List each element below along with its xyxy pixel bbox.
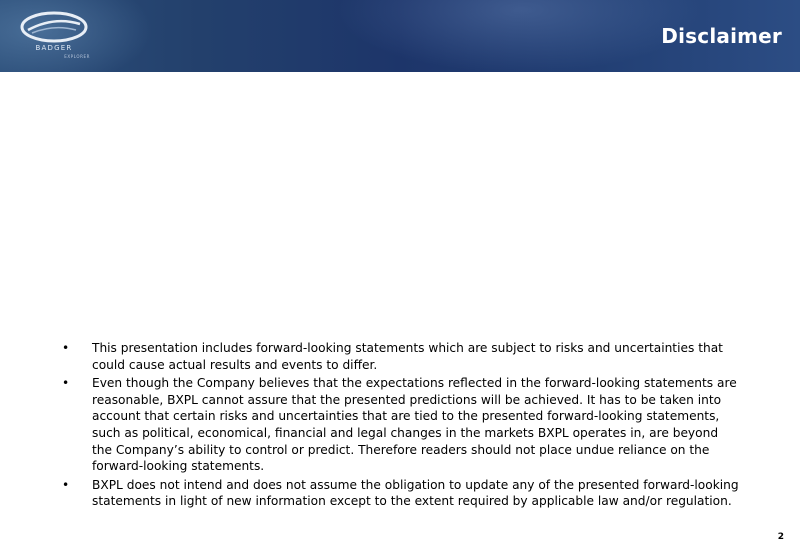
bullet-icon: • [62, 341, 70, 355]
bullet-icon: • [62, 376, 70, 391]
badger-explorer-logo [18, 10, 90, 65]
logo-emblem-icon [18, 10, 90, 44]
list-item [60, 477, 740, 510]
page-title: Disclaimer [661, 24, 782, 48]
disclaimer-list [60, 340, 740, 510]
list-item-text: This presentation includes forward-looking statements which are subject to risks and uncertainties that could cause actual results and events to differ. [92, 341, 723, 372]
header-banner [0, 0, 800, 72]
list-item [60, 375, 740, 475]
page-number: 2 [777, 532, 784, 542]
bullet-icon: • [62, 477, 70, 492]
logo-subtitle: EXPLORER [64, 54, 90, 59]
logo-name: BADGER [35, 44, 73, 52]
list-item-text: Even though the Company believes that the expectations reflected in the forward-looking statements are reasonable, BXPL cannot assure that the presented predictions will be achieved. It has to be taken into account that certain risks and uncertainties that are tied to the presented forward-looking statements, such as political, economical, financial and legal changes in the markets BXPL operates in, are beyond the Company’s ability to control or predict. Therefore readers should not place undue reliance on the forward-looking statements. [92, 376, 737, 474]
disclaimer-content [60, 340, 740, 512]
list-item-text: BXPL does not intend and does not assume the obligation to update any of the presented forward-looking statements in light of new information except to the extent required by applicable law and/or regulation. [92, 477, 739, 509]
list-item [60, 340, 740, 373]
